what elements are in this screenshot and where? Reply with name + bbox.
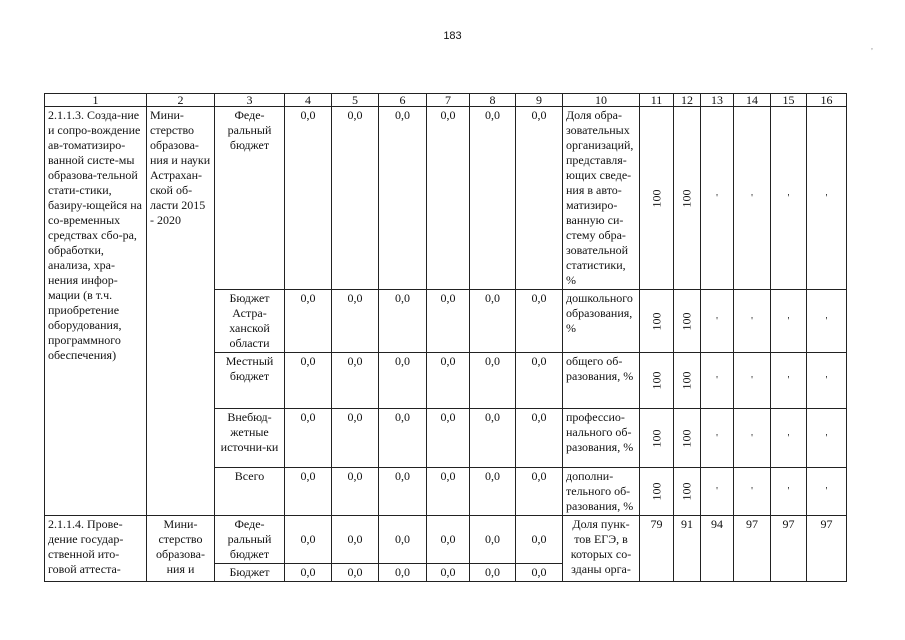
funding-value: 0,0 xyxy=(427,409,470,468)
target-value: 97 xyxy=(734,516,771,582)
column-number: 13 xyxy=(701,94,734,107)
indicator-cell: дополни-тельного об-разования, % xyxy=(563,468,640,516)
funding-value: 0,0 xyxy=(470,290,516,353)
funding-value: 0,0 xyxy=(285,468,332,516)
dash-mark: ' xyxy=(734,290,771,353)
page-number: 183 xyxy=(443,30,462,42)
funding-value: 0,0 xyxy=(379,290,427,353)
funding-source: Местный бюджет xyxy=(215,353,285,409)
funding-source: Феде-ральный бюджет xyxy=(215,516,285,564)
funding-value: 0,0 xyxy=(470,468,516,516)
funding-value: 0,0 xyxy=(427,516,470,564)
funding-value: 0,0 xyxy=(470,107,516,290)
target-value: 97 xyxy=(807,516,847,582)
funding-value: 0,0 xyxy=(470,409,516,468)
target-value: 94 xyxy=(701,516,734,582)
funding-source: Бюджет xyxy=(215,564,285,582)
column-number-row xyxy=(45,94,847,107)
dash-mark: ' xyxy=(734,409,771,468)
funding-value: 0,0 xyxy=(516,290,563,353)
target-value: 91 xyxy=(674,516,701,582)
dash-mark: ' xyxy=(771,107,807,290)
column-number: 7 xyxy=(427,94,470,107)
funding-value: 0,0 xyxy=(285,516,332,564)
funding-value: 0,0 xyxy=(379,353,427,409)
target-value: 79 xyxy=(640,516,674,582)
dash-mark: ' xyxy=(807,107,847,290)
executor-cell: Мини-стерство образова-ния и xyxy=(147,516,215,582)
target-value: 100 xyxy=(640,353,674,409)
target-value: 100 xyxy=(674,290,701,353)
dash-mark: ' xyxy=(771,468,807,516)
table-row xyxy=(45,516,847,564)
funding-source: Внебюд-жетные источни-ки xyxy=(215,409,285,468)
dash-mark: ' xyxy=(701,107,734,290)
activity-cell: 2.1.1.3. Созда-ние и сопро-вождение ав-томатизиро-ванной систе-мы образова-тельной стати-стики, базиру-ющейся на со-временных средствах сбо-ра, обработки, анализа, хра-нения инфор-мации (в т.ч. приобретение оборудования, программного обеспечения) xyxy=(45,107,147,516)
page-mark: , xyxy=(871,42,873,51)
funding-value: 0,0 xyxy=(427,353,470,409)
funding-value: 0,0 xyxy=(427,468,470,516)
column-number: 11 xyxy=(640,94,674,107)
dash-mark: ' xyxy=(807,468,847,516)
column-number: 5 xyxy=(332,94,379,107)
dash-mark: ' xyxy=(807,290,847,353)
funding-value: 0,0 xyxy=(285,290,332,353)
funding-value: 0,0 xyxy=(470,564,516,582)
dash-mark: ' xyxy=(807,353,847,409)
dash-mark: ' xyxy=(701,468,734,516)
target-value: 100 xyxy=(640,468,674,516)
column-number: 8 xyxy=(470,94,516,107)
funding-value: 0,0 xyxy=(516,468,563,516)
funding-value: 0,0 xyxy=(285,107,332,290)
funding-source: Бюджет Астра-ханской области xyxy=(215,290,285,353)
funding-value: 0,0 xyxy=(379,564,427,582)
target-value: 100 xyxy=(640,290,674,353)
column-number: 12 xyxy=(674,94,701,107)
column-number: 3 xyxy=(215,94,285,107)
dash-mark: ' xyxy=(734,353,771,409)
dash-mark: ' xyxy=(807,409,847,468)
target-value: 100 xyxy=(674,409,701,468)
target-value: 97 xyxy=(771,516,807,582)
funding-value: 0,0 xyxy=(332,107,379,290)
funding-value: 0,0 xyxy=(470,353,516,409)
funding-source: Феде-ральный бюджет xyxy=(215,107,285,290)
target-value: 100 xyxy=(674,353,701,409)
funding-value: 0,0 xyxy=(285,353,332,409)
indicator-cell: Доля пунк-тов ЕГЭ, в которых со-зданы орга- xyxy=(563,516,640,582)
program-activities-table xyxy=(44,93,847,582)
funding-value: 0,0 xyxy=(332,468,379,516)
target-value: 100 xyxy=(640,107,674,290)
column-number: 2 xyxy=(147,94,215,107)
dash-mark: ' xyxy=(701,290,734,353)
column-number: 9 xyxy=(516,94,563,107)
indicator-cell: Доля обра-зовательных организаций, представля-ющих сведе-ния в авто-матизиро-ванную си-стему обра-зовательной статистики, % xyxy=(563,107,640,290)
funding-value: 0,0 xyxy=(332,290,379,353)
table-row xyxy=(45,107,847,290)
column-number: 15 xyxy=(771,94,807,107)
dash-mark: ' xyxy=(734,107,771,290)
dash-mark: ' xyxy=(771,290,807,353)
funding-value: 0,0 xyxy=(332,353,379,409)
funding-value: 0,0 xyxy=(332,564,379,582)
indicator-cell: профессио-нального об-разования, % xyxy=(563,409,640,468)
funding-value: 0,0 xyxy=(516,409,563,468)
dash-mark: ' xyxy=(734,468,771,516)
column-number: 4 xyxy=(285,94,332,107)
funding-value: 0,0 xyxy=(379,468,427,516)
funding-value: 0,0 xyxy=(470,516,516,564)
target-value: 100 xyxy=(674,107,701,290)
column-number: 16 xyxy=(807,94,847,107)
column-number: 6 xyxy=(379,94,427,107)
funding-value: 0,0 xyxy=(427,107,470,290)
funding-source: Всего xyxy=(215,468,285,516)
dash-mark: ' xyxy=(771,409,807,468)
funding-value: 0,0 xyxy=(516,353,563,409)
dash-mark: ' xyxy=(701,409,734,468)
funding-value: 0,0 xyxy=(516,564,563,582)
column-number: 14 xyxy=(734,94,771,107)
activity-cell: 2.1.1.4. Прове-дение государ-ственной ито-говой аттеста- xyxy=(45,516,147,582)
funding-value: 0,0 xyxy=(427,290,470,353)
executor-cell: Мини-стерство образова-ния и науки Астрахан-ской об-ласти 2015 - 2020 xyxy=(147,107,215,516)
funding-value: 0,0 xyxy=(427,564,470,582)
dash-mark: ' xyxy=(701,353,734,409)
target-value: 100 xyxy=(674,468,701,516)
funding-value: 0,0 xyxy=(332,516,379,564)
funding-value: 0,0 xyxy=(516,107,563,290)
column-number: 10 xyxy=(563,94,640,107)
dash-mark: ' xyxy=(771,353,807,409)
funding-value: 0,0 xyxy=(332,409,379,468)
funding-value: 0,0 xyxy=(379,107,427,290)
funding-value: 0,0 xyxy=(285,564,332,582)
column-number: 1 xyxy=(45,94,147,107)
target-value: 100 xyxy=(640,409,674,468)
indicator-cell: общего об-разования, % xyxy=(563,353,640,409)
funding-value: 0,0 xyxy=(285,409,332,468)
funding-value: 0,0 xyxy=(516,516,563,564)
indicator-cell: дошкольного образования, % xyxy=(563,290,640,353)
funding-value: 0,0 xyxy=(379,409,427,468)
funding-value: 0,0 xyxy=(379,516,427,564)
